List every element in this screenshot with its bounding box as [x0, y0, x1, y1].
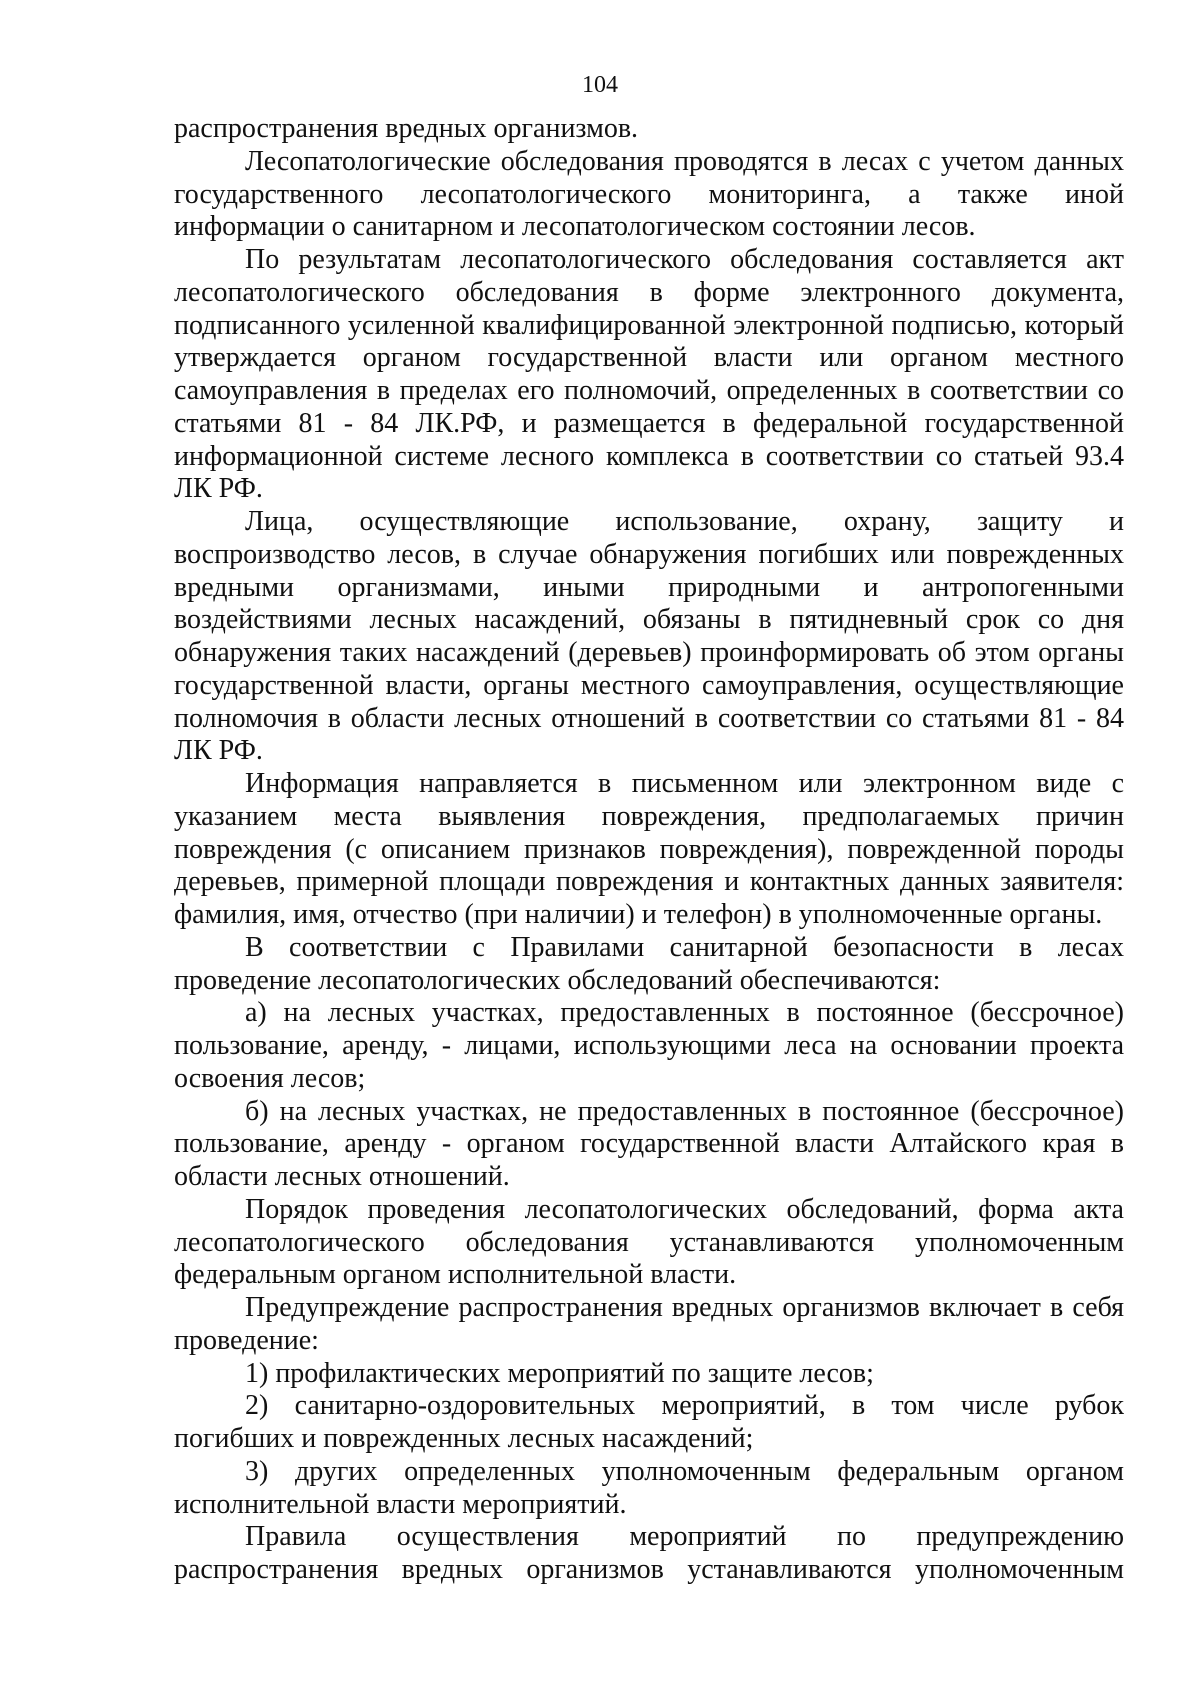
paragraph-reporting-duty: Лица, осуществляющие использование, охрану, защиту и воспроизводство лесов, в случае обнаружения погибших или поврежденных вредными организмами, иными природными и антропогенными воздействиями лесных насаждений, обязаны в пятидневный срок со дня обнаружения таких насаждений (деревьев) проинформировать об этом органы государственной власти, органы местного самоуправления, осуществляющие полномочия в области лесных отношений в соответствии со статьями 81 - 84 ЛК РФ. [174, 506, 1124, 767]
list-item-a: а) на лесных участках, предоставленных в постоянное (бессрочное) пользование, аренду, - лицами, использующими леса на основании проекта освоения лесов; [174, 997, 1124, 1094]
paragraph-survey-procedure: Порядок проведения лесопатологических обследований, форма акта лесопатологического обследования устанавливаются уполномоченным федеральным органом исполнительной власти. [174, 1193, 1124, 1291]
document-body [174, 113, 1124, 1587]
paragraph-information-content: Информация направляется в письменном или электронном виде с указанием места выявления повреждения, предполагаемых причин повреждения (с описанием признаков повреждения), поврежденной породы деревьев, примерной площади повреждения и контактных данных заявителя: фамилия, имя, отчество (при наличии) и телефон) в уполномоченные органы. [174, 768, 1124, 930]
paragraph-survey-act: По результатам лесопатологического обследования составляется акт лесопатологического обследования в форме электронного документа, подписанного усиленной квалифицированной электронной подписью, который утверждается органом государственной власти или органом местного самоуправления в пределах его полномочий, определенных в соответствии со статьями 81 - 84 ЛК.РФ, и размещается в федеральной государственной информационной системе лесного комплекса в соответствии со статьей 93.4 ЛК РФ. [174, 244, 1124, 505]
page-number: 104 [582, 72, 618, 98]
paragraph-survey-basis: Лесопатологические обследования проводятся в лесах с учетом данных государственного лесопатологического мониторинга, а также иной информации о санитарном и лесопатологическом состоянии лесов. [174, 145, 1124, 243]
paragraph-prevention-intro: Предупреждение распространения вредных организмов включает в себя проведение: [174, 1292, 1124, 1356]
list-item-1: 1) профилактических мероприятий по защите лесов; [245, 1357, 874, 1389]
list-item-b: б) на лесных участках, не предоставленных в постоянное (бессрочное) пользование, аренду - органом государственной власти Алтайского края в области лесных отношений. [174, 1095, 1124, 1192]
list-item-3: 3) других определенных уполномоченным федеральным органом исполнительной власти мероприятий. [174, 1455, 1124, 1520]
paragraph-prevention-rules: Правила осуществления мероприятий по предупреждению распространения вредных организмов устанавливаются уполномоченным [174, 1521, 1124, 1585]
paragraph-continuation: распространения вредных организмов. [174, 113, 639, 144]
list-item-2: 2) санитарно-оздоровительных мероприятий, в том числе рубок погибших и поврежденных лесных насаждений; [174, 1390, 1124, 1454]
paragraph-sanitary-rules: В соответствии с Правилами санитарной безопасности в лесах проведение лесопатологических обследований обеспечиваются: [174, 931, 1124, 996]
